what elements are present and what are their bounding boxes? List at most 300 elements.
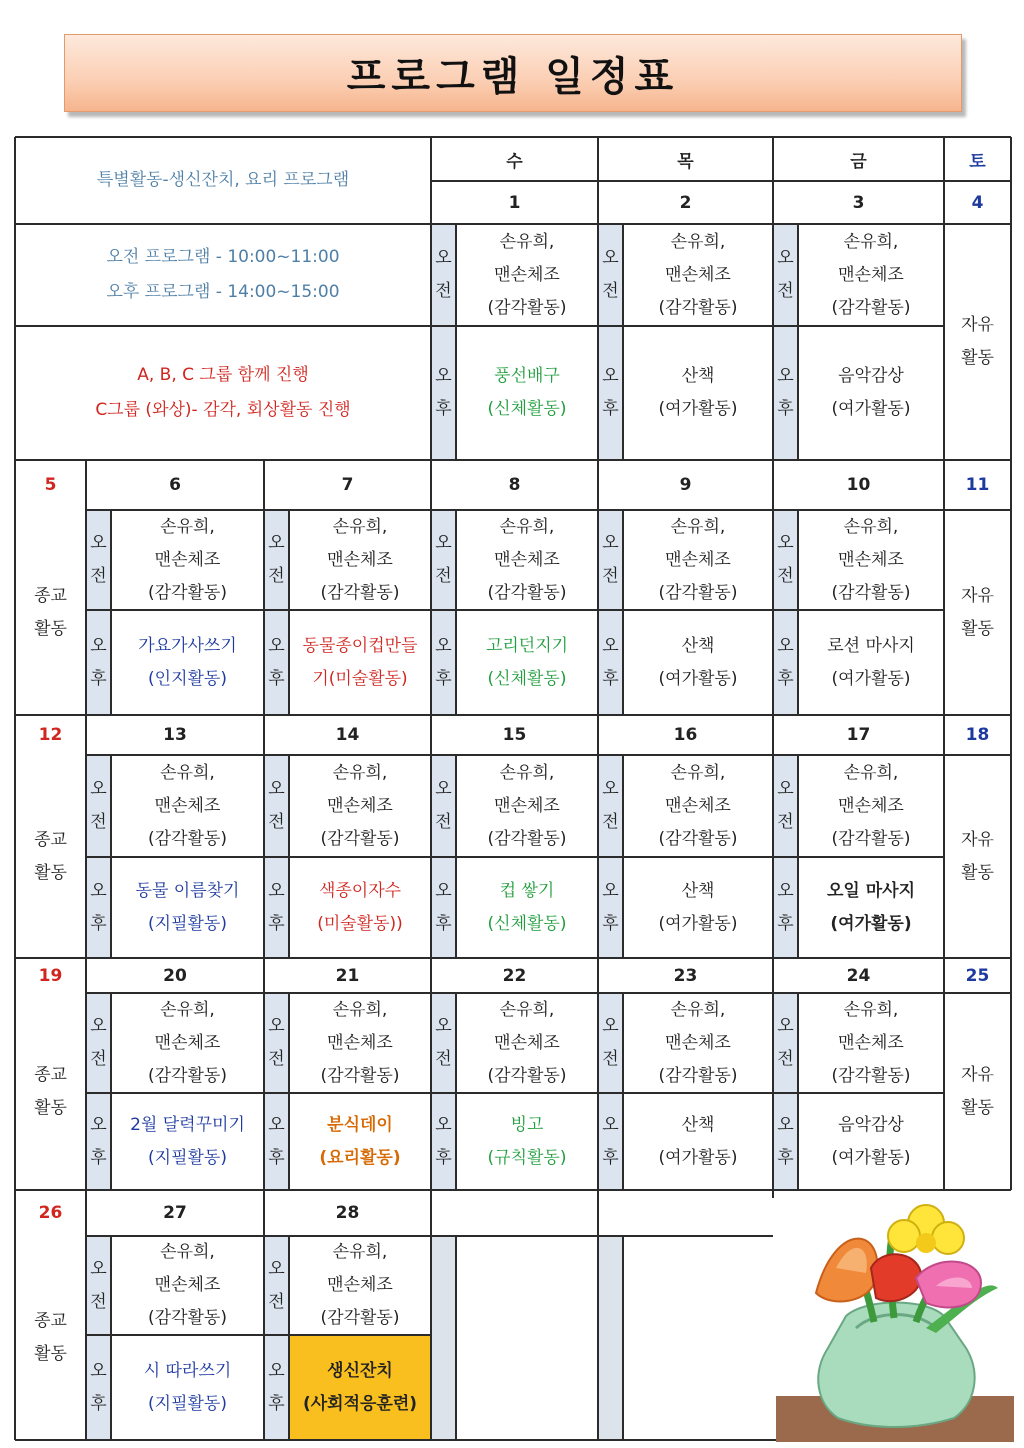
pm-activity-line: 2월 달력꾸미기	[130, 1114, 245, 1135]
grid-line	[288, 1236, 290, 1440]
saturday-date-11	[944, 460, 1011, 510]
grid-line	[15, 1189, 1011, 1191]
am-activity-line: 손유희,	[499, 762, 555, 783]
pm-label	[86, 857, 111, 958]
grid-line	[85, 460, 87, 715]
pm-activity-line: (인지활동)	[148, 668, 227, 689]
pm-activity-2	[623, 326, 773, 460]
am-activity-24	[798, 993, 944, 1093]
grid-line	[15, 223, 1011, 225]
pm-activity-16	[623, 857, 773, 958]
pm-label-char: 후	[90, 1147, 107, 1168]
date-number: 23	[673, 965, 698, 986]
empty-label-column	[431, 1236, 456, 1440]
grid-line	[14, 137, 16, 1440]
day-name: 수	[506, 151, 523, 172]
grid-line	[86, 1092, 944, 1094]
date-cell-24	[773, 958, 944, 993]
am-activity-20	[111, 993, 264, 1093]
pm-label	[431, 610, 456, 715]
am-activity-line: (감각활동)	[487, 828, 567, 849]
pm-label-char: 후	[435, 668, 452, 689]
free-activity-line: 활동	[961, 1097, 994, 1118]
am-label-char: 전	[268, 566, 285, 586]
pm-activity-line: 생신잔치	[327, 1360, 393, 1381]
pm-label-char: 오	[777, 880, 794, 901]
am-label	[598, 510, 623, 610]
am-label-char: 전	[268, 1049, 285, 1069]
pm-time-text: 오후 프로그램 - 14:00~15:00	[106, 282, 340, 302]
pm-activity-line: (여가활동)	[658, 668, 738, 689]
am-time-note	[15, 224, 431, 326]
am-label-char: 전	[602, 812, 619, 832]
pm-activity-line: 컵 쌓기	[499, 880, 555, 901]
pm-activity-line: (지필활동)	[148, 913, 227, 934]
religious-activity-line: 활동	[34, 1097, 67, 1118]
grid-line	[944, 509, 1011, 511]
day-header-wed	[431, 137, 598, 181]
pm-label-char: 후	[777, 399, 794, 419]
date-cell-8	[431, 460, 598, 510]
red-flower	[871, 1254, 921, 1301]
free-activity-line: 자유	[961, 1064, 994, 1085]
date-cell-17	[773, 715, 944, 755]
grid-line	[288, 993, 290, 1190]
am-activity-line: 손유희,	[843, 762, 899, 783]
day-name: 토	[969, 151, 986, 172]
sunday-date-19	[15, 958, 86, 993]
orange-flower	[816, 1239, 877, 1302]
pm-activity-line: 로션 마사지	[827, 635, 915, 656]
pm-label-char: 오	[777, 635, 794, 656]
pm-label-char: 후	[268, 913, 285, 934]
grid-line	[110, 755, 112, 958]
grid-line	[288, 510, 290, 715]
pm-activity-23	[623, 1093, 773, 1190]
am-activity-7	[289, 510, 431, 610]
pm-activity-20	[111, 1093, 264, 1190]
pm-label-char: 오	[268, 880, 285, 901]
am-label-char: 오	[435, 1016, 452, 1036]
pm-label	[598, 326, 623, 460]
pm-activity-line: (여가활동)	[658, 913, 738, 934]
saturday-date-18	[944, 715, 1011, 755]
pm-activity-line: (여가활동)	[658, 1147, 738, 1168]
date-number: 8	[508, 475, 521, 495]
day-header-fri	[773, 137, 944, 181]
am-label-char: 오	[435, 533, 452, 553]
am-activity-13	[111, 755, 264, 857]
grid-line	[622, 1236, 624, 1440]
am-activity-23	[623, 993, 773, 1093]
am-label-char: 전	[602, 1049, 619, 1069]
am-label-char: 전	[777, 1049, 794, 1069]
date-number: 19	[38, 965, 63, 986]
am-label-char: 전	[777, 281, 794, 301]
pm-label	[598, 610, 623, 715]
pm-label	[86, 1093, 111, 1190]
am-activity-21	[289, 993, 431, 1093]
sunday-date-5	[15, 460, 86, 510]
am-activity-line: 손유희,	[160, 762, 215, 783]
flower-pot	[818, 1303, 974, 1428]
am-activity-line: 맨손체조	[665, 795, 731, 816]
date-number: 9	[679, 475, 692, 495]
am-activity-line: 맨손체조	[838, 264, 904, 285]
grid-line	[430, 137, 432, 1440]
am-label	[773, 510, 798, 610]
pm-activity-line: 고리던지기	[485, 635, 569, 656]
date-number: 24	[846, 965, 871, 986]
am-activity-line: 손유희,	[499, 231, 555, 252]
date-number: 17	[846, 725, 871, 745]
grid-line	[15, 459, 1011, 461]
saturday-date-25	[944, 958, 1011, 993]
am-label	[773, 224, 798, 326]
pm-activity-22	[456, 1093, 598, 1190]
date-cell-4	[944, 181, 1011, 224]
date-number: 2	[679, 192, 692, 213]
pm-activity-24	[798, 1093, 944, 1190]
grid-line	[797, 224, 799, 460]
am-activity-22	[456, 993, 598, 1093]
free-activity-line: 자유	[961, 829, 994, 850]
pm-activity-14	[289, 857, 431, 958]
am-activity-10	[798, 510, 944, 610]
grid-line	[15, 957, 1011, 959]
am-activity-line: (감각활동)	[831, 828, 911, 849]
date-cell-2	[598, 181, 773, 224]
am-activity-line: 손유희,	[843, 516, 899, 537]
date-number: 1	[508, 192, 521, 213]
pm-activity-line: (규칙활동)	[487, 1147, 567, 1168]
date-cell-3	[773, 181, 944, 224]
pm-activity-line: (신체활동)	[487, 668, 567, 689]
date-cell-7	[264, 460, 431, 510]
date-number: 10	[846, 475, 871, 495]
day-header-thu	[598, 137, 773, 181]
pm-label-char: 오	[90, 1114, 107, 1135]
pm-label	[598, 1093, 623, 1190]
am-label	[773, 993, 798, 1093]
am-activity-line: 맨손체조	[154, 1275, 221, 1295]
am-activity-15	[456, 755, 598, 857]
pm-label-char: 후	[777, 1147, 794, 1168]
grid-line	[85, 958, 87, 1190]
pm-label-char: 후	[777, 913, 794, 934]
pm-activity-line: 산책	[681, 366, 715, 386]
date-number: 12	[38, 725, 63, 745]
religious-activity-line: 종교	[34, 1064, 67, 1085]
pm-label	[773, 326, 798, 460]
pm-label-char: 오	[777, 1114, 794, 1135]
am-label	[86, 510, 111, 610]
am-activity-line: (감각활동)	[831, 582, 911, 603]
date-number: 22	[502, 965, 527, 986]
pm-label-char: 오	[90, 1360, 107, 1381]
pm-activity-15	[456, 857, 598, 958]
pm-label	[598, 857, 623, 958]
am-activity-line: 맨손체조	[327, 549, 393, 570]
am-label-char: 전	[435, 812, 452, 832]
am-activity-line: (감각활동)	[658, 297, 738, 318]
flower-pot-illustration	[776, 1198, 1014, 1442]
am-activity-14	[289, 755, 431, 857]
date-cell-10	[773, 460, 944, 510]
pm-label	[773, 857, 798, 958]
grid-line	[15, 136, 1011, 138]
grid-line	[944, 754, 1011, 756]
pm-activity-line: (지필활동)	[148, 1393, 227, 1414]
am-activity-16	[623, 755, 773, 857]
am-label	[431, 224, 456, 326]
am-activity-27	[111, 1236, 264, 1335]
pm-activity-line: 음악감상	[838, 366, 904, 386]
am-label-char: 오	[268, 533, 285, 553]
group-text-1: A, B, C 그룹 함께 진행	[137, 365, 309, 385]
pm-activity-line: (미술활동))	[317, 913, 403, 934]
grid-line	[86, 509, 944, 511]
date-number: 5	[44, 475, 57, 495]
am-activity-17	[798, 755, 944, 857]
am-label-char: 전	[602, 566, 619, 586]
religious-activity-line: 활동	[34, 618, 67, 639]
pm-label-char: 후	[602, 1147, 619, 1168]
am-activity-line: (감각활동)	[320, 1065, 400, 1086]
pm-label-char: 후	[435, 1147, 452, 1168]
grid-line	[455, 755, 457, 958]
am-label-char: 전	[777, 812, 794, 832]
am-label-char: 오	[602, 1016, 619, 1036]
am-label-char: 오	[268, 779, 285, 799]
am-label-char: 오	[268, 1258, 285, 1279]
page-title: 프로그램 일정표	[346, 53, 680, 100]
grid-line	[85, 1190, 87, 1440]
grid-line	[797, 993, 799, 1190]
pm-label	[264, 857, 289, 958]
grid-line	[110, 1236, 112, 1440]
pm-label-char: 후	[268, 668, 285, 689]
am-label-char: 전	[602, 281, 619, 301]
am-activity-line: (감각활동)	[487, 297, 567, 318]
am-activity-line: (감각활동)	[320, 582, 400, 603]
pm-label	[86, 1335, 111, 1440]
pm-activity-line: (여가활동)	[831, 1147, 911, 1168]
grid-line	[86, 609, 944, 611]
am-activity-line: 맨손체조	[665, 549, 731, 570]
pm-activity-line: 분식데이	[327, 1114, 393, 1135]
am-activity-line: (감각활동)	[148, 1065, 227, 1086]
pm-activity-7	[289, 610, 431, 715]
am-activity-line: 맨손체조	[494, 795, 560, 816]
am-label-char: 오	[90, 1258, 107, 1279]
date-number: 14	[335, 725, 360, 745]
pm-label-char: 후	[602, 668, 619, 689]
pm-activity-line: 가요가사쓰기	[138, 635, 237, 656]
am-activity-line: (감각활동)	[831, 1065, 911, 1086]
date-number: 26	[38, 1203, 63, 1223]
special-activity-note	[15, 137, 431, 224]
am-activity-line: (감각활동)	[320, 1308, 400, 1328]
am-label-char: 오	[777, 779, 794, 799]
am-label	[431, 510, 456, 610]
am-activity-line: 맨손체조	[154, 549, 221, 570]
pm-label	[264, 1335, 289, 1440]
pm-label-char: 후	[90, 1393, 107, 1414]
grid-line	[622, 755, 624, 958]
pm-label-char: 오	[602, 1114, 619, 1135]
am-label-char: 오	[435, 779, 452, 799]
am-label	[431, 993, 456, 1093]
religious-activity-line: 종교	[34, 585, 67, 606]
pm-activity-line: 시 따라쓰기	[143, 1360, 232, 1381]
am-activity-line: 손유희,	[499, 999, 555, 1020]
date-cell-14	[264, 715, 431, 755]
grid-line	[86, 1235, 431, 1237]
pm-activity-27	[111, 1335, 264, 1440]
date-number: 3	[852, 192, 865, 213]
am-label-char: 오	[90, 533, 107, 553]
group-note	[15, 326, 431, 460]
pm-label-char: 오	[602, 366, 619, 386]
grid-line	[944, 992, 1011, 994]
pm-activity-6	[111, 610, 264, 715]
pm-label	[773, 610, 798, 715]
am-activity-line: (감각활동)	[487, 582, 567, 603]
am-activity-line: (감각활동)	[658, 1065, 738, 1086]
am-activity-line: (감각활동)	[148, 1308, 227, 1328]
date-cell-22	[431, 958, 598, 993]
date-cell-6	[86, 460, 264, 510]
date-cell-16	[598, 715, 773, 755]
pm-label	[431, 326, 456, 460]
am-time-text: 오전 프로그램 - 10:00~11:00	[106, 247, 340, 267]
pm-activity-10	[798, 610, 944, 715]
grid-line	[86, 754, 944, 756]
date-number: 25	[965, 965, 990, 986]
am-activity-line: 손유희,	[160, 516, 215, 537]
am-activity-line: 맨손체조	[327, 795, 393, 816]
am-activity-line: (감각활동)	[320, 828, 400, 849]
grid-line	[431, 1235, 773, 1237]
date-cell-20	[86, 958, 264, 993]
pm-activity-line: 색종이자수	[318, 880, 402, 901]
pm-label	[773, 1093, 798, 1190]
am-activity-line: 맨손체조	[494, 264, 560, 285]
am-activity-line: 손유희,	[160, 1242, 215, 1262]
grid-line	[597, 137, 599, 1440]
am-label	[598, 224, 623, 326]
am-activity-line: 손유희,	[160, 999, 215, 1020]
am-activity-3	[798, 224, 944, 326]
pm-label-char: 오	[435, 1114, 452, 1135]
pm-activity-line: (여가활동)	[831, 399, 911, 419]
religious-activity	[15, 993, 86, 1190]
am-activity-line: 맨손체조	[665, 1032, 731, 1053]
am-label	[431, 755, 456, 857]
am-label-char: 전	[435, 1049, 452, 1069]
pm-activity-line: 음악감상	[838, 1114, 904, 1135]
pm-activity-line: (사회적응훈련)	[302, 1393, 418, 1414]
grid-line	[622, 510, 624, 715]
grid-line	[110, 510, 112, 715]
am-activity-line: (감각활동)	[658, 582, 738, 603]
free-activity-line: 활동	[961, 618, 994, 639]
pm-activity-21	[289, 1093, 431, 1190]
date-number: 18	[965, 725, 990, 745]
am-activity-line: 맨손체조	[838, 795, 904, 816]
am-label	[264, 1236, 289, 1335]
day-name: 목	[677, 151, 694, 172]
date-cell-15	[431, 715, 598, 755]
group-text-2: C그룹 (와상)- 감각, 회상활동 진행	[95, 400, 351, 420]
pm-label-char: 후	[602, 913, 619, 934]
pm-label-char: 후	[90, 913, 107, 934]
grid-line	[1010, 137, 1012, 1190]
pm-activity-28	[289, 1335, 431, 1440]
grid-line	[85, 715, 87, 958]
religious-activity	[15, 755, 86, 958]
am-activity-line: (감각활동)	[148, 582, 227, 603]
date-cell-9	[598, 460, 773, 510]
am-activity-2	[623, 224, 773, 326]
am-activity-line: 손유희,	[843, 999, 899, 1020]
grid-line	[110, 993, 112, 1190]
pm-activity-line: 산책	[681, 880, 715, 901]
am-label	[264, 755, 289, 857]
am-activity-8	[456, 510, 598, 610]
grid-line	[15, 1439, 776, 1441]
pm-activity-line: (요리활동)	[319, 1147, 401, 1168]
date-number: 20	[163, 965, 187, 986]
pm-label-char: 후	[777, 668, 794, 689]
am-activity-line: 손유희,	[332, 999, 388, 1020]
grid-line	[797, 755, 799, 958]
grid-line	[455, 510, 457, 715]
am-activity-line: 손유희,	[499, 516, 555, 537]
pm-label-char: 오	[268, 1114, 285, 1135]
grid-line	[288, 755, 290, 958]
pm-label-char: 오	[268, 1360, 285, 1381]
am-activity-9	[623, 510, 773, 610]
am-label-char: 오	[435, 248, 452, 268]
grid-line	[772, 137, 774, 1198]
grid-line	[86, 992, 944, 994]
grid-line	[263, 1190, 265, 1440]
am-activity-line: 손유희,	[332, 516, 388, 537]
am-label-char: 오	[777, 533, 794, 553]
am-activity-line: 맨손체조	[327, 1275, 393, 1295]
free-activity	[944, 510, 1011, 715]
pm-label-char: 후	[268, 1147, 285, 1168]
am-activity-line: (감각활동)	[487, 1065, 567, 1086]
date-cell-27	[86, 1190, 264, 1236]
pm-activity-3	[798, 326, 944, 460]
empty-label-column	[598, 1236, 623, 1440]
am-label	[773, 755, 798, 857]
pm-activity-13	[111, 857, 264, 958]
grid-line	[431, 180, 1011, 182]
date-cell-28	[264, 1190, 431, 1236]
free-activity-1	[944, 224, 1011, 460]
grid-line	[15, 714, 1011, 716]
pm-label-char: 오	[435, 366, 452, 386]
religious-activity	[15, 1236, 86, 1440]
am-activity-1	[456, 224, 598, 326]
pm-activity-8	[456, 610, 598, 715]
pm-label-char: 후	[90, 668, 107, 689]
pm-activity-line: 산책	[681, 1114, 715, 1135]
